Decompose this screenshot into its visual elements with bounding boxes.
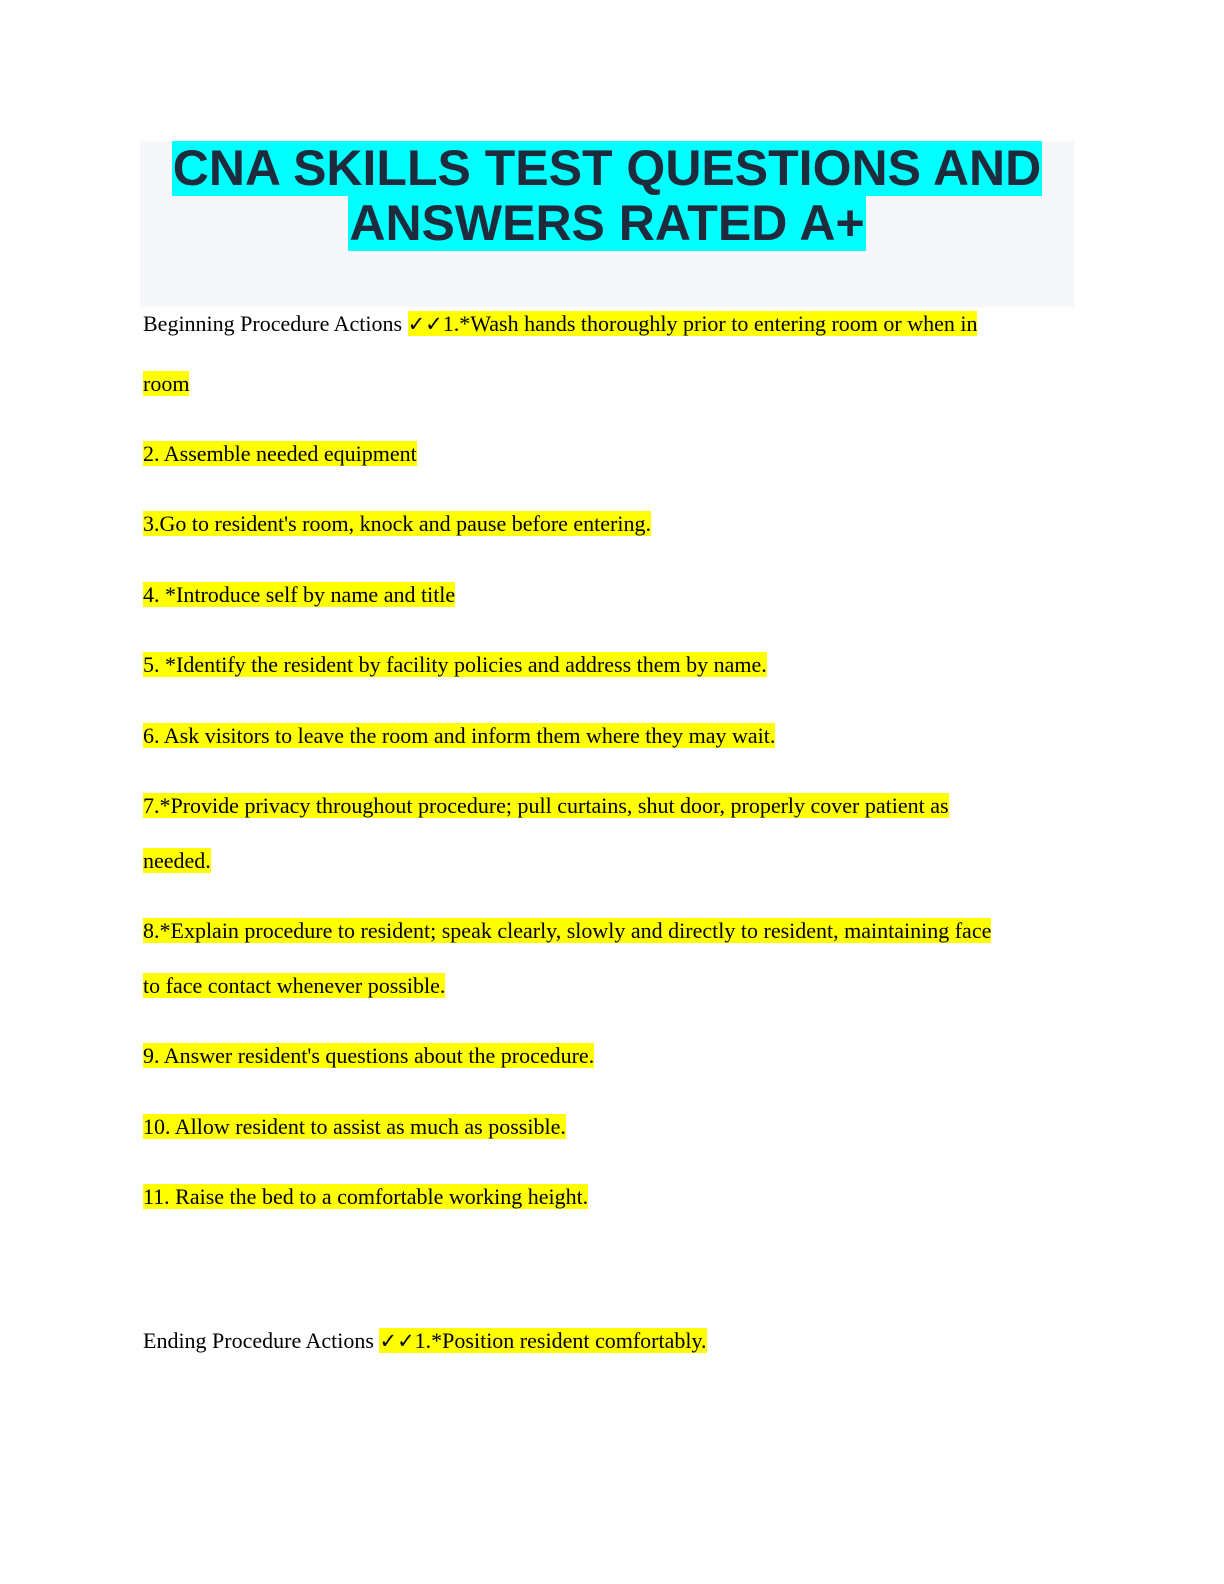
beginning-procedure-answer xyxy=(408,311,978,336)
beginning-procedure-line xyxy=(143,308,977,340)
ending-procedure-line xyxy=(143,1325,707,1357)
page-title xyxy=(140,141,1074,251)
beginning-item-4 xyxy=(143,579,455,611)
ending-item-1-text: 1.*Position resident comfortably. xyxy=(414,1328,707,1353)
beginning-item-1-line-1: 1.*Wash hands thoroughly prior to entering room or when in xyxy=(442,311,978,336)
beginning-item-6 xyxy=(143,720,775,752)
beginning-item-5 xyxy=(143,649,767,681)
beginning-item-8-line-2: to face contact whenever possible. xyxy=(143,973,446,998)
beginning-item-10 xyxy=(143,1111,566,1143)
beginning-item-4-text: 4. *Introduce self by name and title xyxy=(143,582,456,607)
beginning-item-2 xyxy=(143,438,417,470)
beginning-procedure-label: Beginning Procedure Actions xyxy=(143,311,408,336)
title-line-1: CNA SKILLS TEST QUESTIONS AND xyxy=(172,140,1042,196)
beginning-item-8-line-1: 8.*Explain procedure to resident; speak clearly, slowly and directly to resident, maintaining face xyxy=(143,918,992,943)
beginning-item-5-text: 5. *Identify the resident by facility policies and address them by name. xyxy=(143,652,767,677)
beginning-item-8-continued xyxy=(143,970,445,1002)
beginning-item-7-continued xyxy=(143,845,211,877)
beginning-item-3-text: 3.Go to resident's room, knock and pause before entering. xyxy=(143,511,651,536)
beginning-item-11 xyxy=(143,1181,588,1213)
beginning-item-3 xyxy=(143,508,651,540)
beginning-item-11-text: 11. Raise the bed to a comfortable working height. xyxy=(143,1184,589,1209)
double-check-icon: ✓✓ xyxy=(379,1329,415,1353)
beginning-item-7-line-1: 7.*Provide privacy throughout procedure; pull curtains, shut door, properly cover patient as xyxy=(143,793,949,818)
title-line-2: ANSWERS RATED A+ xyxy=(349,195,865,251)
beginning-item-1-line-2: room xyxy=(143,371,190,396)
beginning-item-9-text: 9. Answer resident's questions about the procedure. xyxy=(143,1043,595,1068)
beginning-item-7-line-2: needed. xyxy=(143,848,211,873)
ending-procedure-label: Ending Procedure Actions xyxy=(143,1328,380,1353)
beginning-item-10-text: 10. Allow resident to assist as much as possible. xyxy=(143,1114,566,1139)
beginning-item-6-text: 6. Ask visitors to leave the room and inform them where they may wait. xyxy=(143,723,776,748)
beginning-item-2-text: 2. Assemble needed equipment xyxy=(143,441,417,466)
ending-procedure-answer xyxy=(379,1328,706,1353)
beginning-item-8 xyxy=(143,915,991,947)
beginning-item-7 xyxy=(143,790,949,822)
beginning-item-1-continued xyxy=(143,368,189,400)
beginning-item-9 xyxy=(143,1040,594,1072)
double-check-icon: ✓✓ xyxy=(407,312,443,336)
